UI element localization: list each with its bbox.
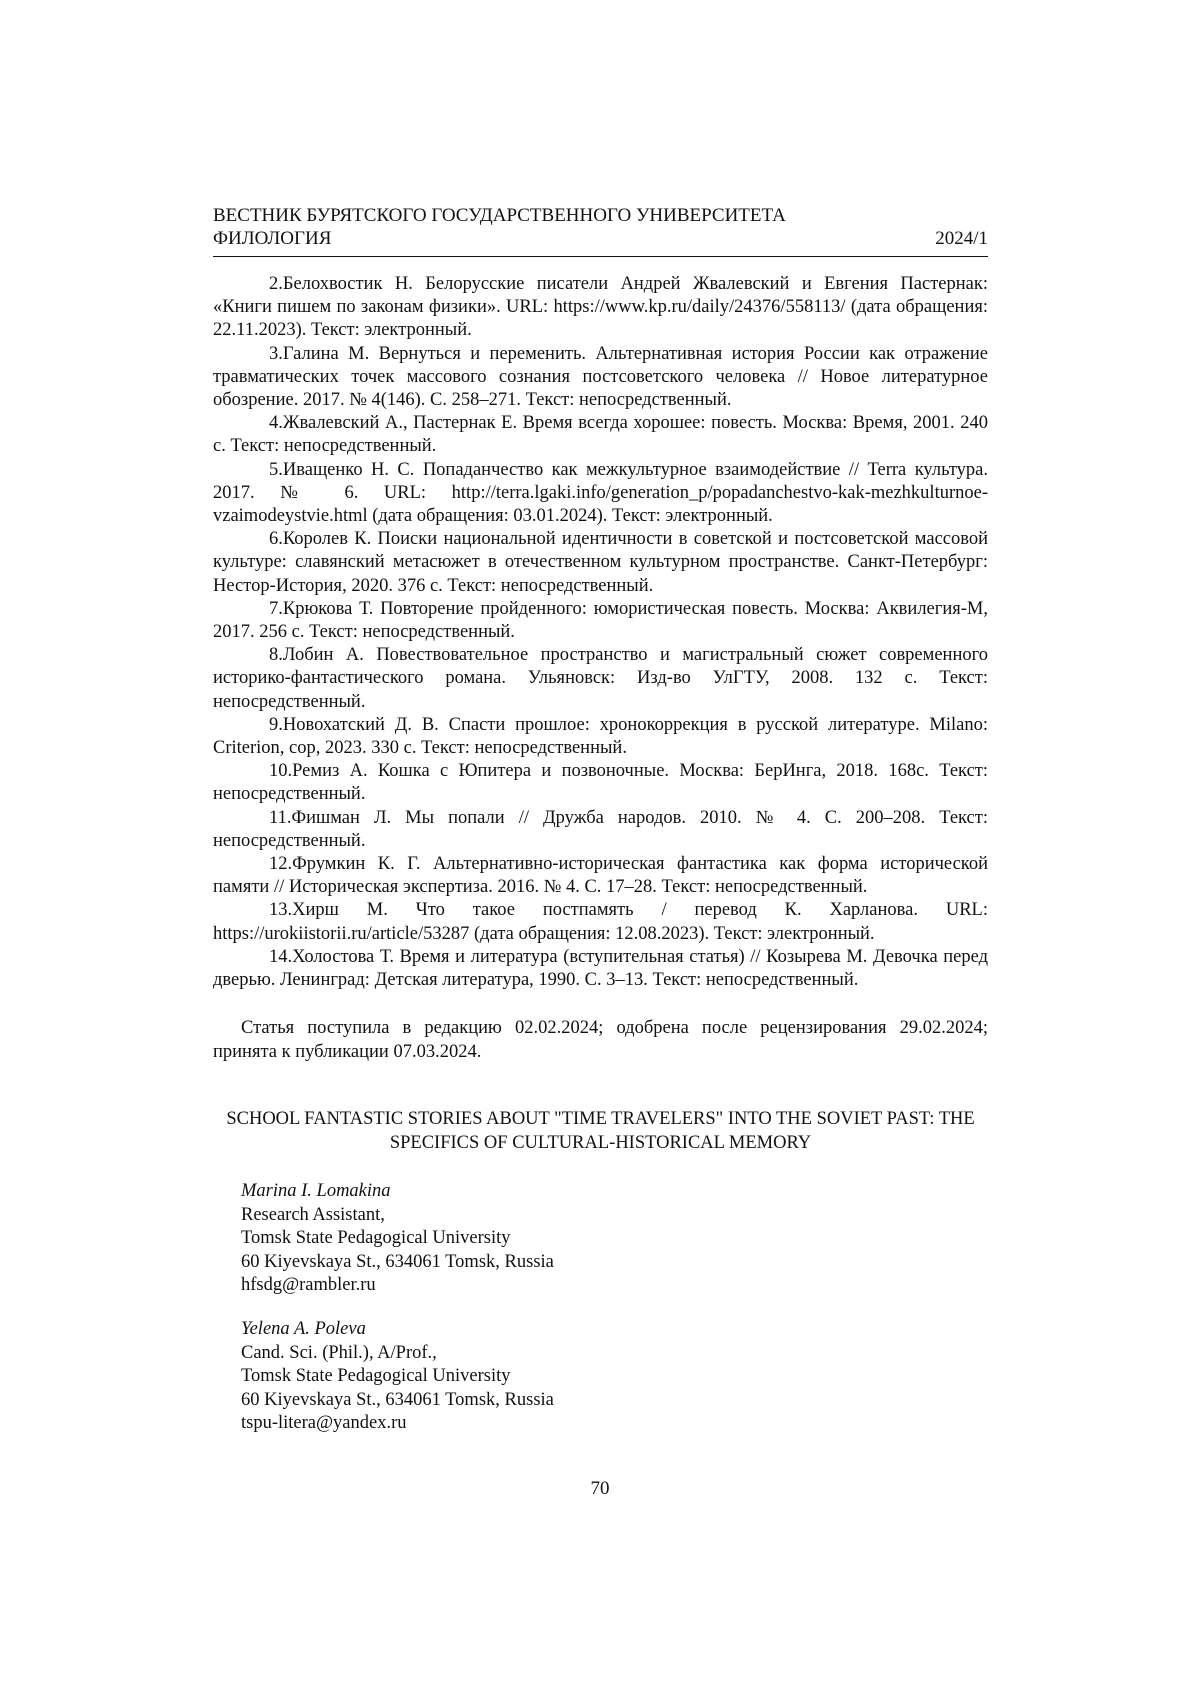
- reference-item: [213, 644, 988, 714]
- reference-number: 13.: [241, 899, 292, 922]
- author-affiliation: Tomsk State Pedagogical University: [241, 1227, 841, 1251]
- author-email: tspu-litera@yandex.ru: [241, 1412, 841, 1436]
- reference-text: Королев К. Поиски национальной идентичности в советской и постсоветской массовой культуре: славянский метасюжет в отечественном культурном пространстве. Санкт-Петербург: Нестор-История, 2020. 376 с. Текст: непосредственный.: [213, 529, 988, 595]
- reference-text: Жвалевский А., Пастернак Е. Время всегда хорошее: повесть. Москва: Время, 2001. 240 с. Текст: непосредственный.: [213, 413, 988, 456]
- reference-text: Новохатский Д. В. Спасти прошлое: хронокоррекция в русской литературе. Milano: Criterion, cop, 2023. 330 с. Текст: непосредственный.: [213, 715, 988, 758]
- reference-text: Хирш М. Что такое постпамять / перевод К. Харланова. URL: https://urokiistorii.ru/article/53287 (дата обращения: 12.08.2023). Текст: электронный.: [213, 900, 988, 943]
- author-position: Research Assistant,: [241, 1204, 841, 1228]
- reference-item: [213, 946, 988, 992]
- reference-list: [213, 273, 988, 992]
- reference-item: [213, 714, 988, 760]
- reference-number: 6.: [241, 528, 283, 551]
- page-number: 70: [0, 1478, 1200, 1500]
- author-name: Marina I. Lomakina: [241, 1180, 841, 1204]
- reference-item: [213, 273, 988, 343]
- reference-item: [213, 343, 988, 413]
- header-row: [213, 227, 988, 250]
- issue-number: 2024/1: [935, 227, 988, 250]
- author-affiliation: Tomsk State Pedagogical University: [241, 1365, 841, 1389]
- reference-number: 11.: [241, 807, 291, 830]
- reference-number: 8.: [241, 644, 283, 667]
- reference-text: Фрумкин К. Г. Альтернативно-историческая фантастика как форма исторической памяти // Историческая экспертиза. 2016. № 4. С. 17–28. Текст: непосредственный.: [213, 854, 988, 897]
- reference-item: [213, 459, 988, 529]
- reference-number: 10.: [241, 760, 292, 783]
- author-block: [241, 1318, 841, 1436]
- running-header: [213, 204, 988, 257]
- english-title: SCHOOL FANTASTIC STORIES ABOUT "TIME TRAVELERS" INTO THE SOVIET PAST: THE SPECIFICS OF CULTURAL-HISTORICAL MEMORY: [213, 1107, 988, 1155]
- reference-number: 5.: [241, 459, 283, 482]
- reference-text: Ремиз А. Кошка с Юпитера и позвоночные. Москва: БерИнга, 2018. 168с. Текст: непосредственный.: [213, 761, 988, 804]
- author-email: hfsdg@rambler.ru: [241, 1274, 841, 1298]
- author-position: Cand. Sci. (Phil.), A/Prof.,: [241, 1342, 841, 1366]
- author-address: 60 Kiyevskaya St., 634061 Tomsk, Russia: [241, 1389, 841, 1413]
- reference-number: 4.: [241, 412, 283, 435]
- reference-text: Белохвостик Н. Белорусские писатели Андрей Жвалевский и Евгения Пастернак: «Книги пишем по законам физики». URL: https://www.kp.ru/daily/24376/558113/ (дата обращения: 22.11.2023). Текст: электронный.: [213, 274, 988, 340]
- reference-item: [213, 807, 988, 853]
- reference-number: 2.: [241, 273, 283, 296]
- author-name: Yelena A. Poleva: [241, 1318, 841, 1342]
- author-address: 60 Kiyevskaya St., 634061 Tomsk, Russia: [241, 1251, 841, 1275]
- journal-page: [0, 0, 1200, 1697]
- reference-item: [213, 760, 988, 806]
- journal-title: ВЕСТНИК БУРЯТСКОГО ГОСУДАРСТВЕННОГО УНИВЕРСИТЕТА: [213, 204, 988, 227]
- reference-text: Фишман Л. Мы попали // Дружба народов. 2010. № 4. С. 200–208. Текст: непосредственный.: [213, 808, 988, 851]
- reference-text: Иващенко Н. С. Попаданчество как межкультурное взаимодействие // Terra культура. 2017. № 6. URL: http://terra.lgaki.info/generation_p/popadanchestvo-kak-mezhkulturnoe-vzaimodeystvie.html (дата обращения: 03.01.2024). Текст: электронный.: [213, 460, 988, 526]
- reference-number: 3.: [241, 343, 283, 366]
- reference-text: Лобин А. Повествовательное пространство и магистральный сюжет современного историко-фантастического романа. Ульяновск: Изд-во УлГТУ, 2008. 132 с. Текст: непосредственный.: [213, 645, 988, 711]
- reference-number: 7.: [241, 598, 283, 621]
- reference-number: 9.: [241, 714, 283, 737]
- received-note: Статья поступила в редакцию 02.02.2024; одобрена после рецензирования 29.02.2024; принята к публикации 07.03.2024.: [213, 1017, 988, 1064]
- reference-item: [213, 853, 988, 899]
- reference-text: Галина М. Вернуться и переменить. Альтернативная история России как отражение травматических точек массового сознания постсоветского человека // Новое литературное обозрение. 2017. № 4(146). С. 258–271. Текст: непосредственный.: [213, 344, 988, 410]
- reference-item: [213, 899, 988, 945]
- reference-item: [213, 528, 988, 598]
- reference-number: 12.: [241, 853, 292, 876]
- reference-item: [213, 598, 988, 644]
- reference-text: Холостова Т. Время и литература (вступительная статья) // Козырева М. Девочка перед дверью. Ленинград: Детская литература, 1990. С. 3–13. Текст: непосредственный.: [213, 947, 988, 990]
- reference-text: Крюкова Т. Повторение пройденного: юмористическая повесть. Москва: Аквилегия-М, 2017. 256 с. Текст: непосредственный.: [213, 599, 988, 642]
- reference-item: [213, 412, 988, 458]
- section-title: ФИЛОЛОГИЯ: [213, 227, 331, 250]
- reference-number: 14.: [241, 946, 292, 969]
- author-block: [241, 1180, 841, 1298]
